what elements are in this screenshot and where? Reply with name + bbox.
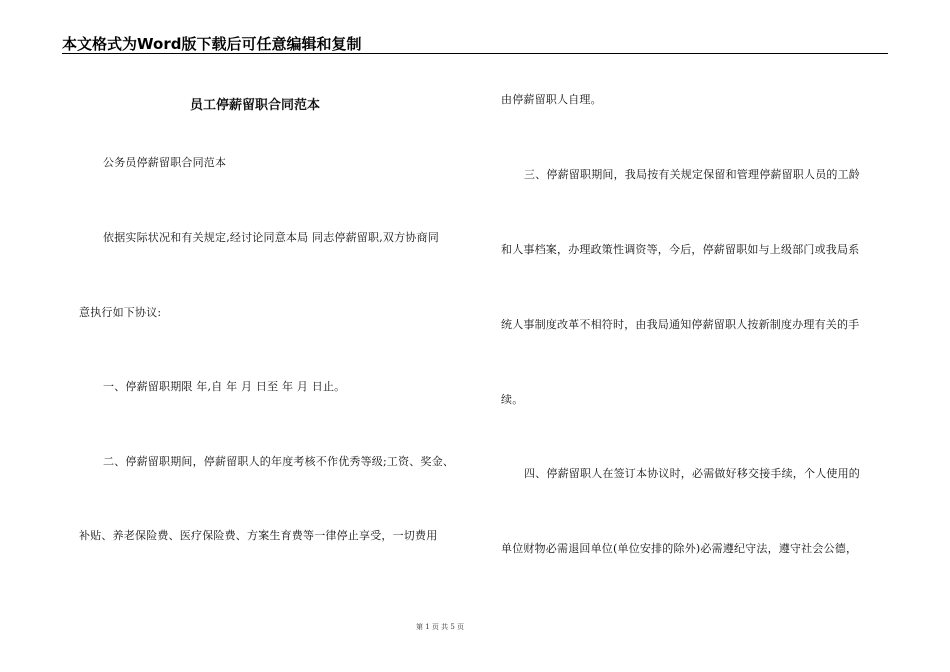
header-divider: [62, 53, 888, 54]
document-title: 员工停薪留职合同范本: [190, 98, 321, 113]
left-paragraph-line: 意执行如下协议:: [79, 306, 162, 319]
left-paragraph-line: 公务员停薪留职合同范本: [103, 156, 227, 169]
left-paragraph-line: 二、停薪留职期间，停薪留职人的年度考核不作优秀等级;工资、奖金、: [103, 455, 455, 468]
right-paragraph-line: 统人事制度改革不相符时，由我局通知停薪留职人按新制度办理有关的手: [501, 318, 860, 331]
left-paragraph-line: 依据实际状况和有关规定,经讨论同意本局 同志停薪留职,双方协商同: [103, 231, 439, 244]
right-paragraph-line: 单位财物必需退回单位(单位安排的除外)必需遵纪守法，遵守社会公德，: [501, 542, 858, 555]
right-paragraph-line: 由停薪留职人自理。: [501, 93, 602, 106]
left-paragraph-line: 一、停薪留职期限 年,自 年 月 日至 年 月 日止。: [103, 380, 346, 393]
page-number: 第 1 页 共 5 页: [415, 623, 465, 631]
right-paragraph-line: 和人事档案，办理政策性调资等，今后，停薪留职如与上级部门或我局系: [501, 243, 860, 256]
right-paragraph-line: 四、停薪留职人在签订本协议时，必需做好移交接手续，个人使用的: [524, 467, 860, 480]
right-paragraph-line: 续。: [501, 393, 524, 406]
header-title: 本文格式为Word版下载后可任意编辑和复制: [62, 35, 362, 53]
right-paragraph-line: 三、停薪留职期间，我局按有关规定保留和管理停薪留职人员的工龄: [524, 168, 860, 181]
left-paragraph-line: 补贴、养老保险费、医疗保险费、方案生育费等一律停止享受，一切费用: [79, 529, 438, 542]
